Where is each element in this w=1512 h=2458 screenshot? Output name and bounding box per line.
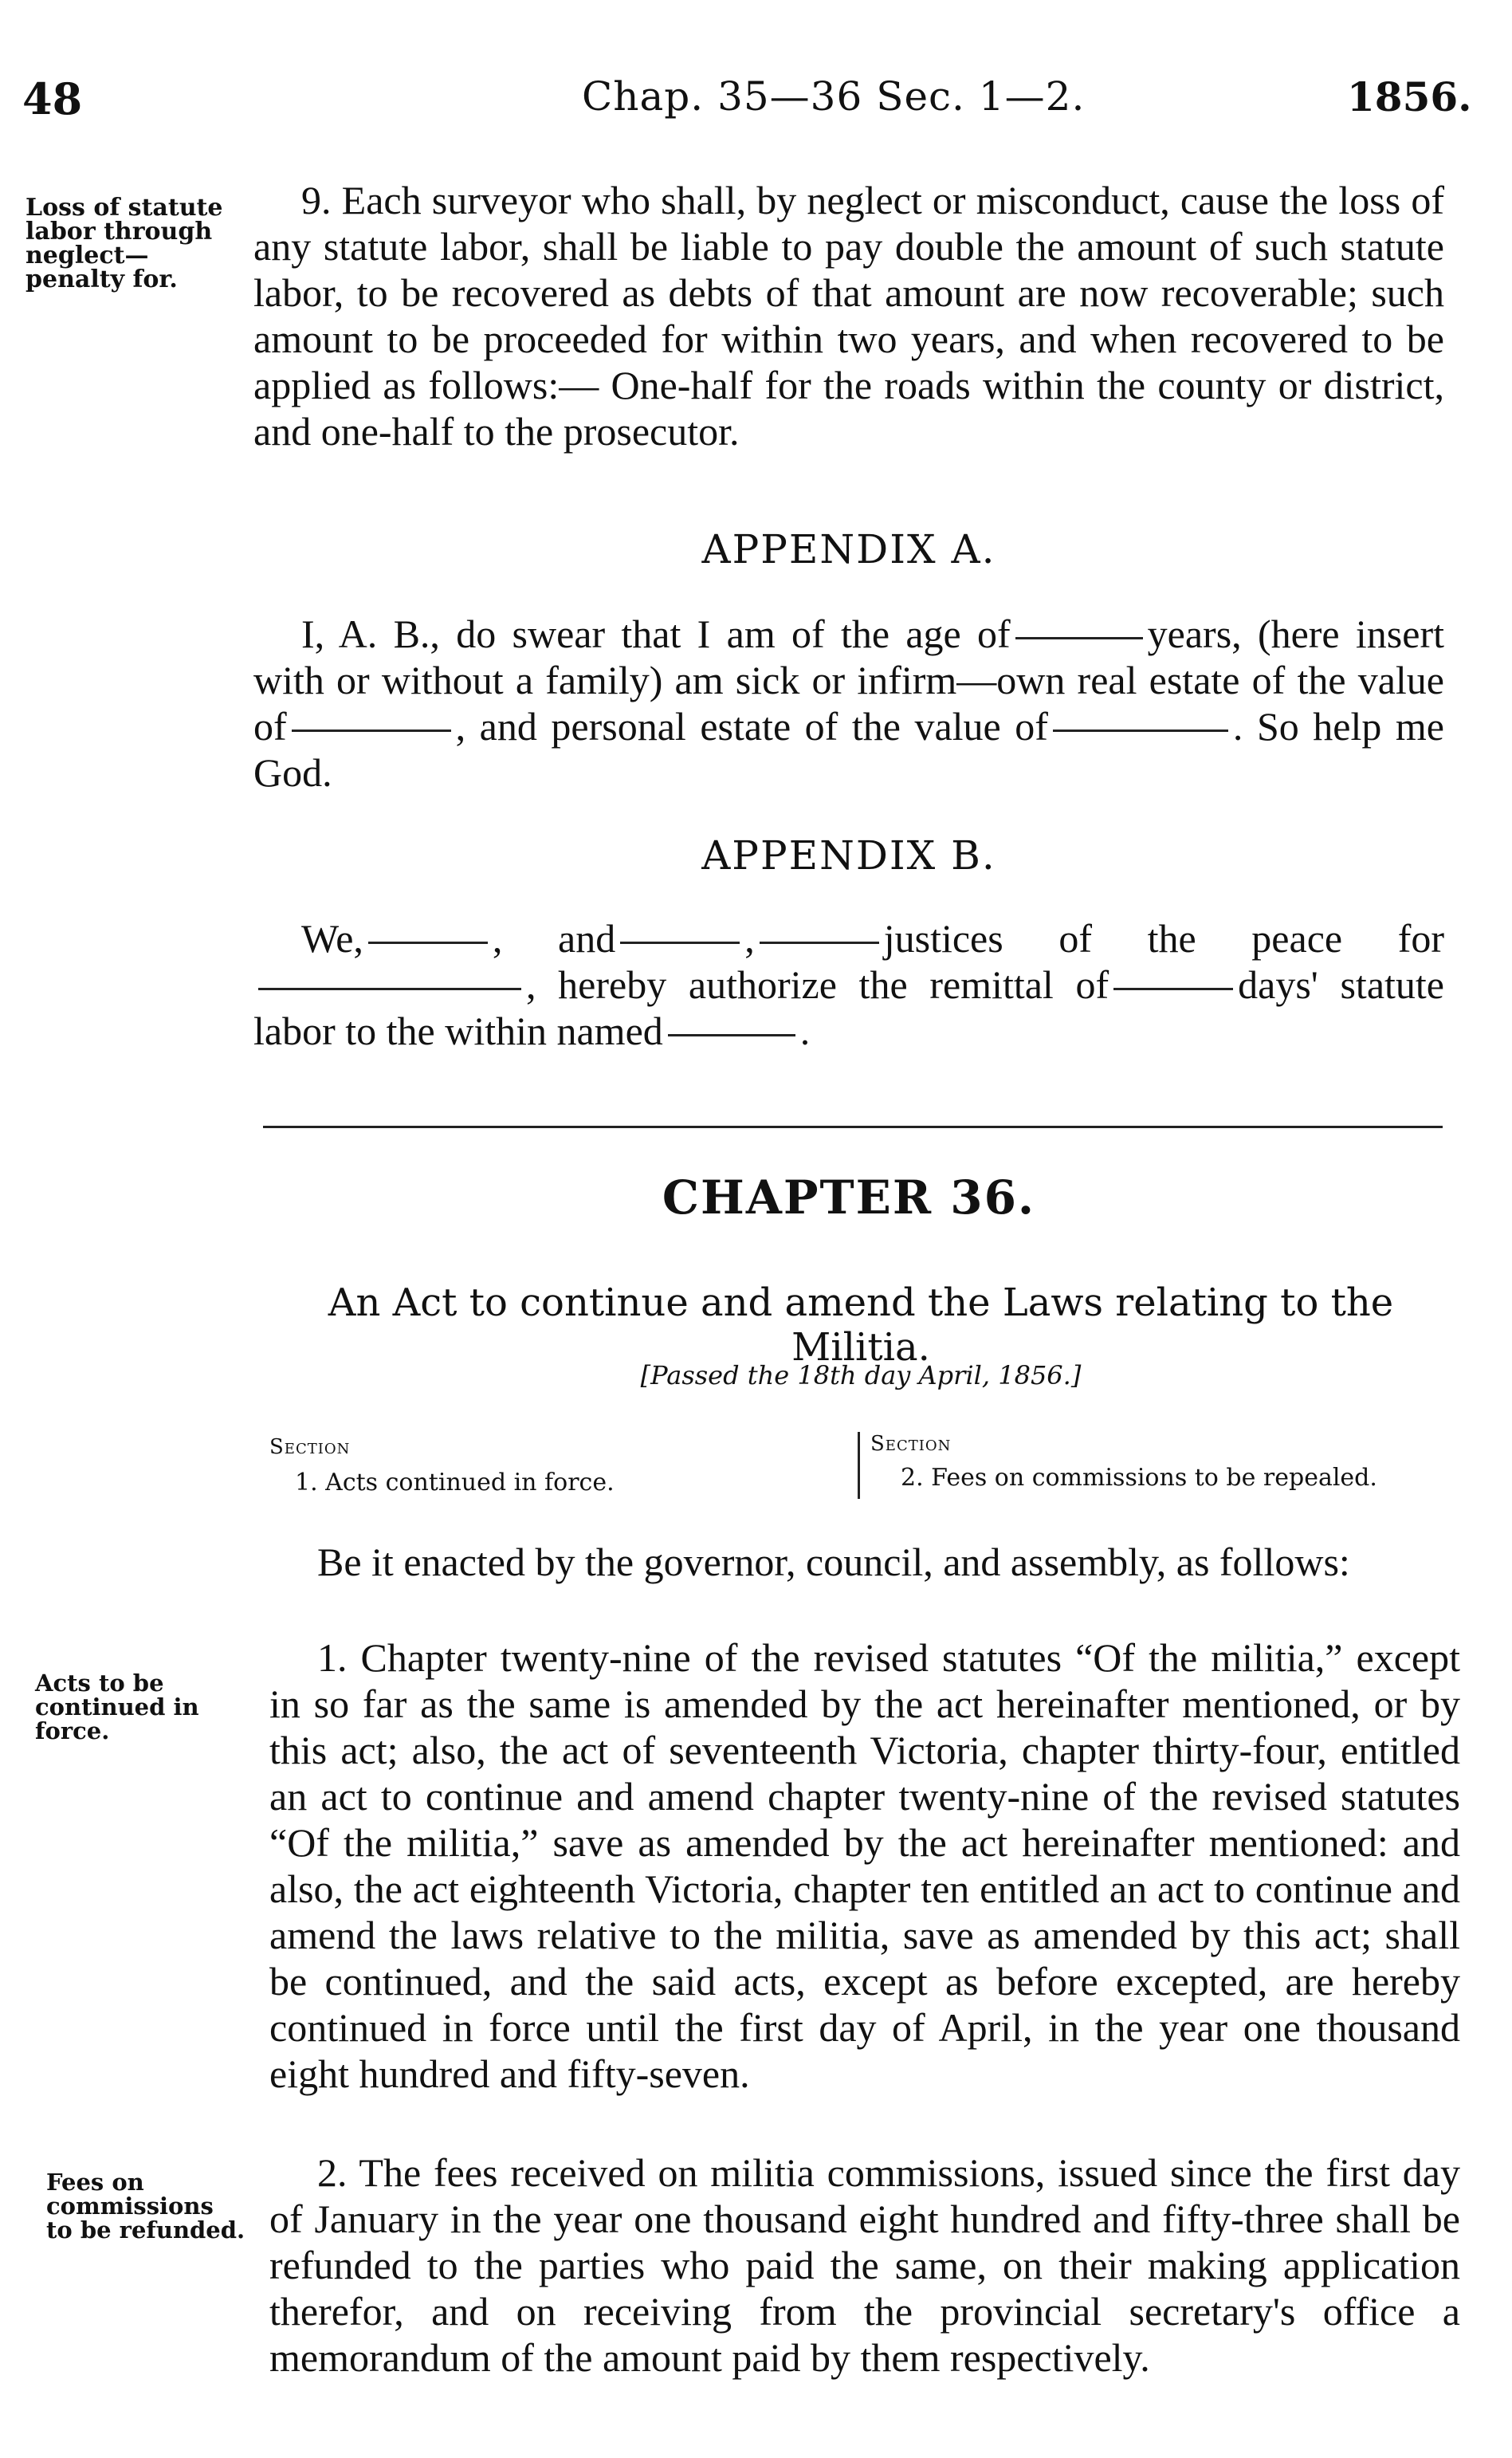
appendix-a-part-2: years, (here insert with or without a family) am sick or infirm—own real estate of the value of (253, 612, 1445, 749)
toc-right-heading: Section (870, 1432, 952, 1456)
running-year: 1856. (1347, 73, 1472, 120)
blank-line (668, 1034, 795, 1036)
appendix-b-text (253, 915, 1444, 1054)
appendix-a-part-3: , and personal estate of the value of (455, 704, 1048, 749)
toc-left-item: 1. Acts continued in force. (295, 1469, 615, 1496)
blank-line (292, 730, 451, 732)
appendix-b-part-7: . (799, 1009, 811, 1053)
toc-right-item: 2. Fees on commissions to be repealed. (901, 1464, 1377, 1492)
appendix-b-part-1: We, (301, 916, 363, 961)
act-title: An Act to continue and amend the Laws relating to the Militia. (328, 1280, 1394, 1370)
section-2-text: 2. The fees received on militia commissions, issued since the first day of January in the year one thousand eight hundred and fifty-three shall be refunded to the parties who paid the same, on their making application therefor, and on receiving from the provincial secretary's office a memorandum of the amount paid by them respectively. (269, 2150, 1460, 2380)
marginal-note-section-2: Fees on commissions to be refunded. (46, 2169, 245, 2244)
section-9-text: 9. Each surveyor who shall, by neglect or misconduct, cause the loss of any statute labor, shall be liable to pay double the amount of such statute labor, to be recovered as debts of that amount are now recoverable; such amount to be proceeded for within two years, and when recovered to be applied as follows:— One-half for the roads within the county or district, and one-half to the prosecutor. (253, 178, 1444, 454)
blank-line (760, 942, 879, 944)
chapter-heading: CHAPTER 36. (662, 1170, 1036, 1225)
blank-line (1113, 988, 1233, 990)
horizontal-rule (263, 1126, 1443, 1128)
blank-line (368, 942, 488, 944)
page-number: 48 (22, 73, 83, 124)
blank-line (620, 942, 740, 944)
appendix-b-part-2: , and (492, 916, 616, 961)
passed-date: [Passed the 18th day April, 1856.] (640, 1360, 1082, 1390)
enacting-clause: Be it enacted by the governor, council, and assembly, as follows: (317, 1540, 1350, 1584)
appendix-b-part-5: , hereby authorize the remittal of (526, 962, 1109, 1007)
appendix-a-part-1: I, A. B., do swear that I am of the age of (301, 612, 1011, 656)
appendix-b-heading: APPENDIX B. (701, 832, 996, 879)
appendix-b-part-4: justices of the peace for (883, 916, 1444, 961)
blank-line (1015, 637, 1143, 639)
toc-left-heading: Section (269, 1435, 351, 1459)
appendix-a-text (253, 611, 1444, 796)
appendix-a-part-4: . So help me God. (253, 704, 1444, 795)
appendix-b-part-6: days' statute labor to the within named (253, 962, 1444, 1053)
marginal-note-section-9: Loss of statute labor through neglect—penalty for. (26, 194, 223, 293)
marginal-note-section-1: Acts to be continued in force. (35, 1669, 199, 1744)
appendix-b-part-3: , (744, 916, 755, 961)
blank-line (1053, 730, 1228, 732)
section-1-text: 1. Chapter twenty-nine of the revised statutes “Of the militia,” except in so far as the same is amended by the act hereinafter mentioned, or by this act; also, the act of seventeenth Victoria, chapter thirty-four, entitled an act to continue and amend chapter twenty-nine of the revised statutes “Of the militia,” save as amended by the act hereinafter mentioned: and also, the act eighteenth Victoria, chapter ten entitled an act to continue and amend the laws relative to the militia, save as amended by this act; shall be continued, and the said acts, except as before excepted, are hereby continued in force until the first day of April, in the year one thousand eight hundred and fifty-seven. (269, 1635, 1460, 2096)
running-head: Chap. 35—36 Sec. 1—2. (582, 73, 1086, 120)
toc-divider (858, 1432, 860, 1499)
appendix-a-heading: APPENDIX A. (701, 526, 996, 572)
blank-line (258, 988, 521, 990)
